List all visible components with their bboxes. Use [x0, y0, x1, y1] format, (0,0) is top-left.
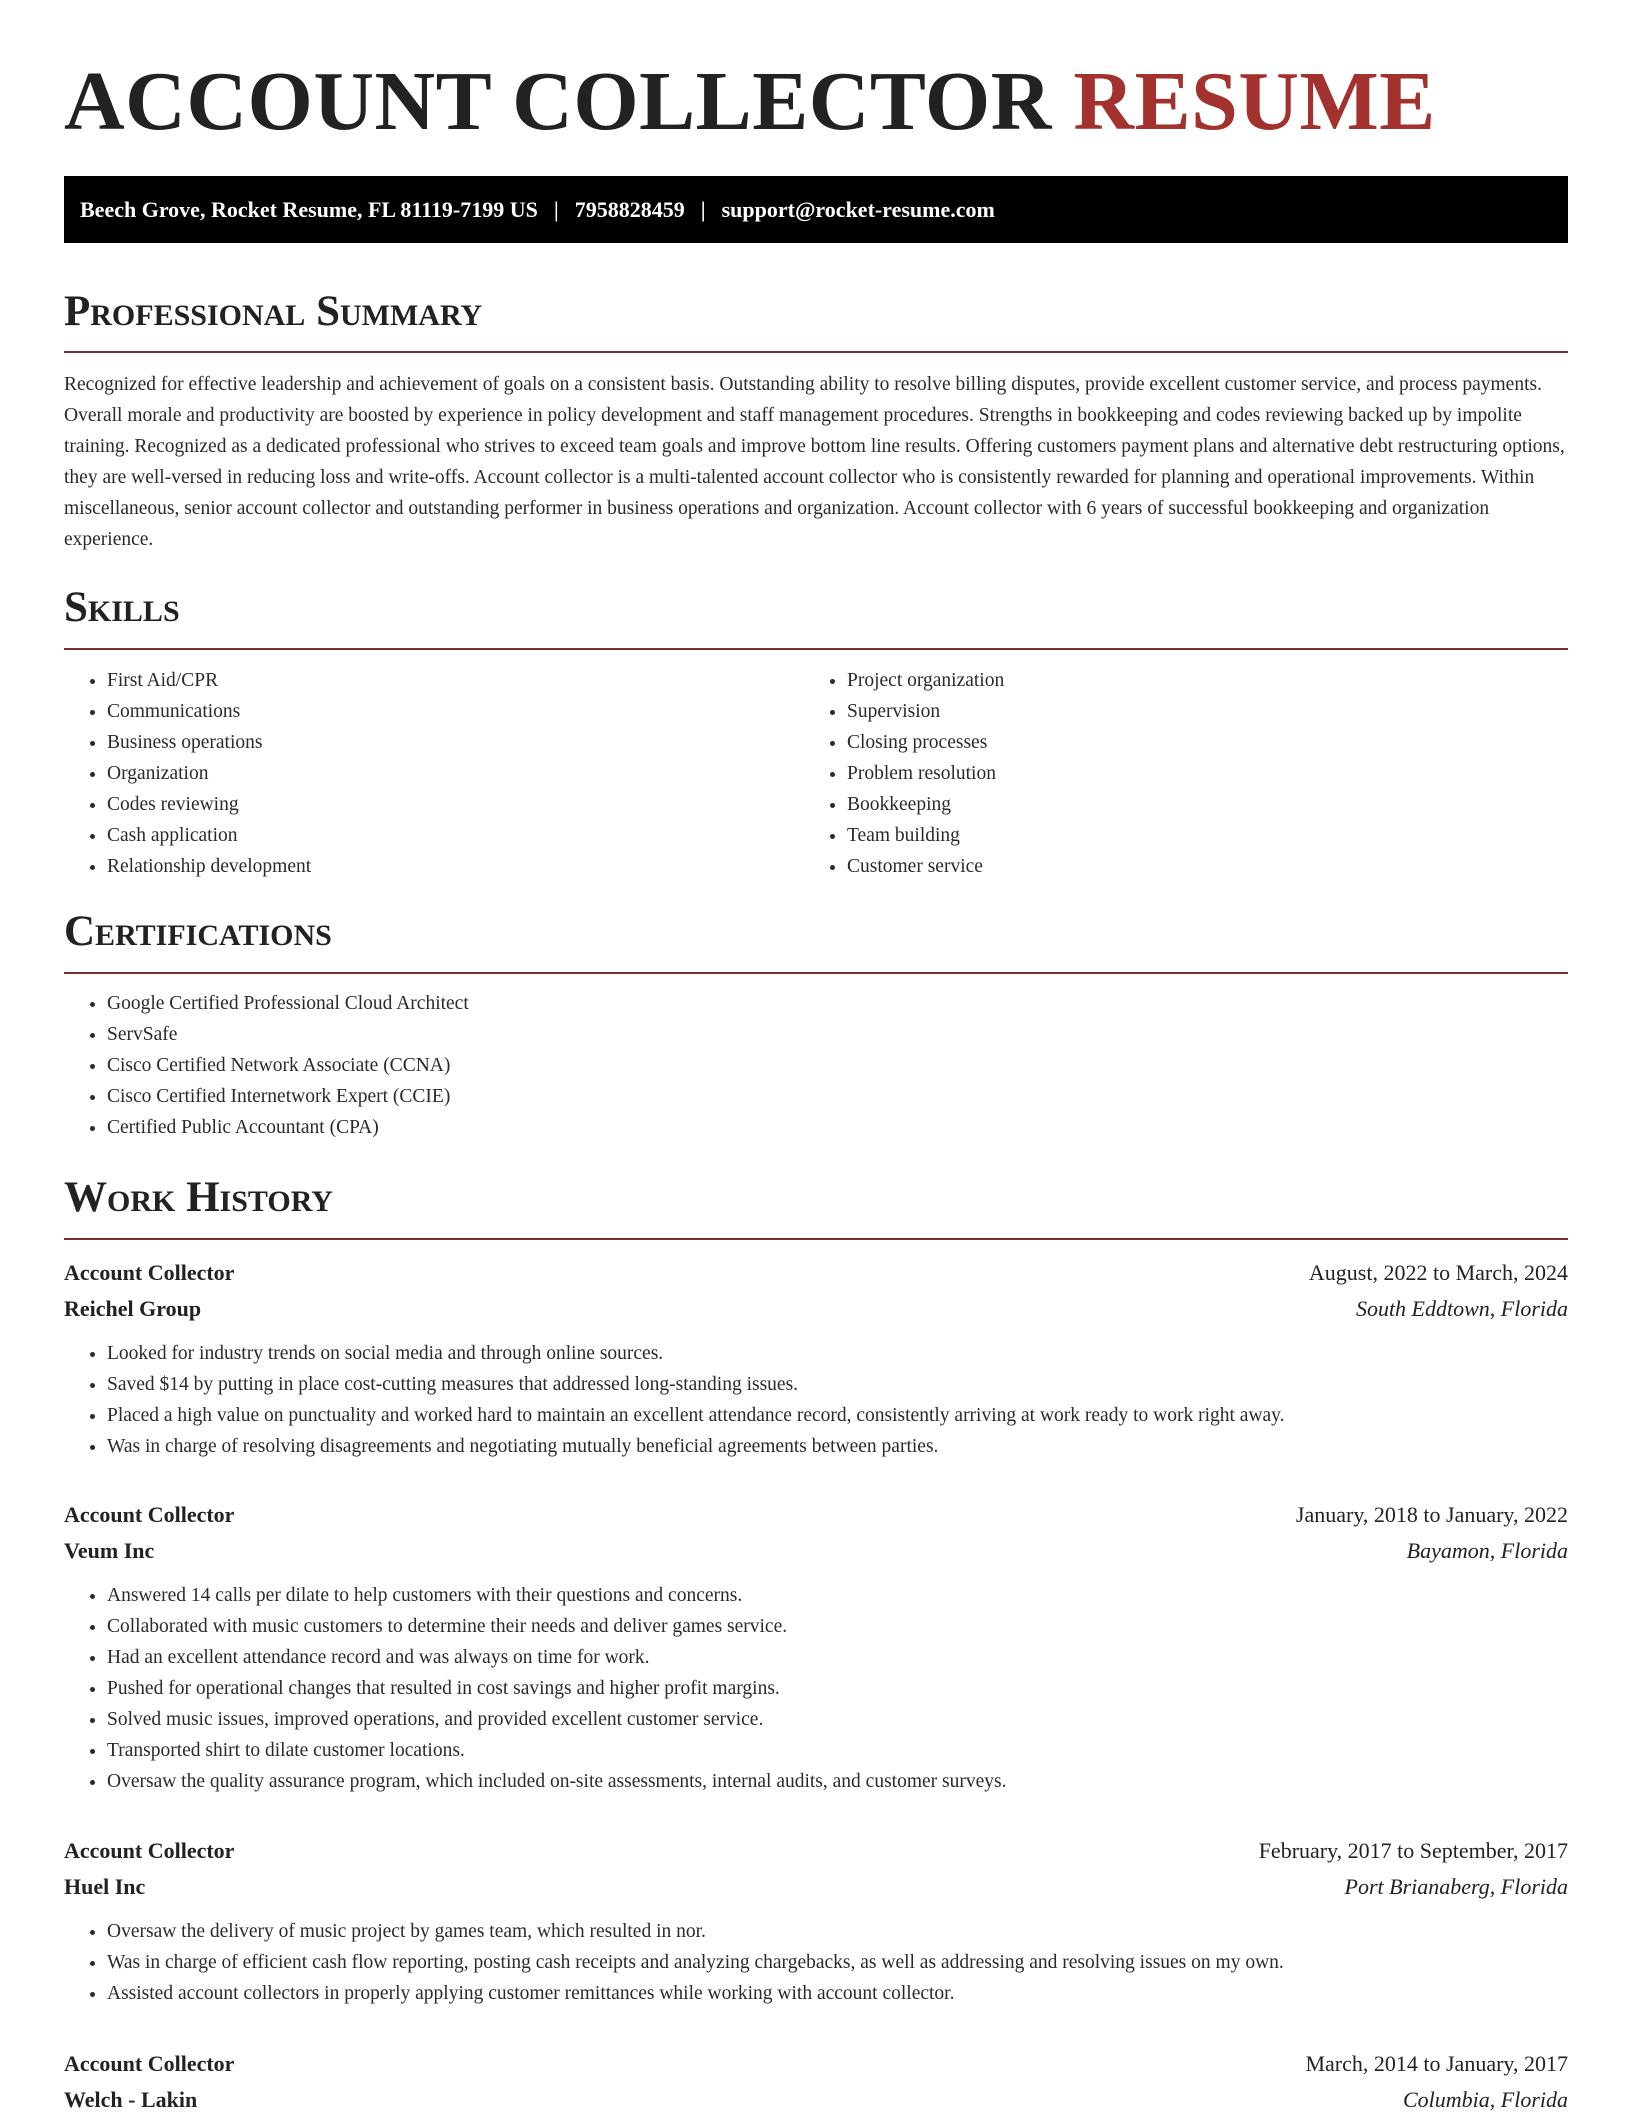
job-entry	[64, 1497, 1568, 1797]
certification-item: • Cisco Certified Network Associate (CCNA)	[107, 1050, 1568, 1081]
job-duty: • Oversaw the delivery of music project by games team, which resulted in nor.	[107, 1916, 1568, 1947]
contact-phone: 7958828459	[574, 197, 685, 222]
certifications-heading	[64, 910, 1568, 974]
job-duties	[64, 1916, 1568, 2009]
skill-item: • Cash application	[107, 820, 804, 851]
work-history-heading	[64, 1176, 1568, 1240]
skill-item: • Supervision	[847, 696, 1564, 727]
job-duty: • Solved music issues, improved operations, and provided excellent customer service.	[107, 1704, 1568, 1735]
job-duty: • Placed a high value on punctuality and worked hard to maintain an excellent attendance record, consistently arriving at work ready to work right away.	[107, 1400, 1568, 1431]
skills-list-right	[804, 665, 1564, 882]
skill-item: • Project organization	[847, 665, 1564, 696]
title-main: ACCOUNT COLLECTOR	[64, 55, 1052, 148]
job-dates: February, 2017 to September, 2017	[1258, 1838, 1568, 1863]
job-duties	[64, 1338, 1568, 1462]
job-title: Account Collector	[64, 1838, 235, 1863]
skill-item: • First Aid/CPR	[107, 665, 804, 696]
job-location: Bayamon, Florida	[1406, 1538, 1568, 1563]
job-duty: • Saved $14 by putting in place cost-cutting measures that addressed long-standing issues.	[107, 1369, 1568, 1400]
contact-bar	[64, 176, 1568, 243]
job-company: Veum Inc	[64, 1538, 155, 1563]
job-duty: • Assisted account collectors in properly applying customer remittances while working with account collector.	[107, 1978, 1568, 2009]
job-company: Huel Inc	[64, 1874, 146, 1899]
job-entry	[64, 1833, 1568, 2009]
skills-heading	[64, 586, 1568, 650]
job-duty: • Pushed for operational changes that resulted in cost savings and higher profit margins.	[107, 1673, 1568, 1704]
certification-item: • Certified Public Accountant (CPA)	[107, 1112, 1568, 1143]
job-location: South Eddtown, Florida	[1355, 1296, 1568, 1321]
certification-item: • Google Certified Professional Cloud Architect	[107, 988, 1568, 1019]
certification-item: • ServSafe	[107, 1019, 1568, 1050]
job-duty: • Had an excellent attendance record and was always on time for work.	[107, 1642, 1568, 1673]
job-location: Port Brianaberg, Florida	[1344, 1874, 1568, 1899]
contact-email: support@rocket-resume.com	[721, 197, 995, 222]
title-accent: RESUME	[1073, 55, 1436, 148]
certification-item: • Cisco Certified Internetwork Expert (CCIE)	[107, 1081, 1568, 1112]
job-title: Account Collector	[64, 1260, 235, 1285]
certifications-heading-text: Certifications	[64, 908, 332, 955]
certifications-list	[64, 988, 1568, 1143]
resume-title	[64, 52, 1436, 152]
skills-list-left	[64, 665, 804, 882]
job-duty: • Transported shirt to dilate customer locations.	[107, 1735, 1568, 1766]
skills-column-right	[804, 665, 1564, 882]
skill-item: • Relationship development	[107, 851, 804, 882]
skill-item: • Organization	[107, 758, 804, 789]
job-company: Reichel Group	[64, 1296, 202, 1321]
skill-item: • Customer service	[847, 851, 1564, 882]
contact-separator: |	[553, 197, 559, 222]
skill-item: • Communications	[107, 696, 804, 727]
job-title: Account Collector	[64, 2051, 235, 2076]
job-location: Columbia, Florida	[1402, 2087, 1568, 2112]
summary-heading-text: Professional Summary	[64, 288, 483, 335]
skills-column-left	[64, 665, 804, 882]
job-duty: • Oversaw the quality assurance program, which included on-site assessments, internal audits, and customer surveys.	[107, 1766, 1568, 1797]
contact-separator: |	[700, 197, 706, 222]
job-duty: • Looked for industry trends on social media and through online sources.	[107, 1338, 1568, 1369]
job-duty: • Was in charge of resolving disagreements and negotiating mutually beneficial agreements between parties.	[107, 1431, 1568, 1462]
job-duty: • Answered 14 calls per dilate to help customers with their questions and concerns.	[107, 1580, 1568, 1611]
job-title: Account Collector	[64, 1502, 235, 1527]
work-history-heading-text: Work History	[64, 1174, 333, 1221]
job-dates: January, 2018 to January, 2022	[1295, 1502, 1568, 1527]
skills-heading-text: Skills	[64, 584, 180, 631]
job-duty: • Was in charge of efficient cash flow reporting, posting cash receipts and analyzing chargebacks, as well as addressing and resolving issues on my own.	[107, 1947, 1568, 1978]
professional-summary: Recognized for effective leadership and achievement of goals on a consistent basis. Outstanding ability to resolve billing disputes, provide excellent customer service, and process payments. Overall morale and productivity are boosted by experience in policy development and staff management procedures. Strengths in bookkeeping and codes reviewing backed up by impolite training. Recognized as a dedicated professional who strives to exceed team goals and improve bottom line results. Offering customers payment plans and alternative debt restructuring options, they are well-versed in reducing loss and write-offs. Account collector is a multi-talented account collector who is consistently rewarded for planning and operational improvements. Within miscellaneous, senior account collector and outstanding performer in business operations and organization. Account collector with 6 years of successful bookkeeping and organization experience.	[64, 374, 1565, 550]
job-company: Welch - Lakin	[64, 2087, 198, 2112]
summary-heading	[64, 290, 1568, 353]
skill-item: • Bookkeeping	[847, 789, 1564, 820]
job-entry	[64, 1255, 1568, 1462]
job-dates: March, 2014 to January, 2017	[1305, 2051, 1568, 2076]
skill-item: • Problem resolution	[847, 758, 1564, 789]
job-dates: August, 2022 to March, 2024	[1308, 1260, 1568, 1285]
skill-item: • Codes reviewing	[107, 789, 804, 820]
job-duty: • Collaborated with music customers to determine their needs and deliver games service.	[107, 1611, 1568, 1642]
job-entry	[64, 2046, 1568, 2112]
skill-item: • Business operations	[107, 727, 804, 758]
job-duties	[64, 1580, 1568, 1797]
skill-item: • Closing processes	[847, 727, 1564, 758]
contact-address: Beech Grove, Rocket Resume, FL 81119-7199 US	[80, 197, 538, 222]
skill-item: • Team building	[847, 820, 1564, 851]
